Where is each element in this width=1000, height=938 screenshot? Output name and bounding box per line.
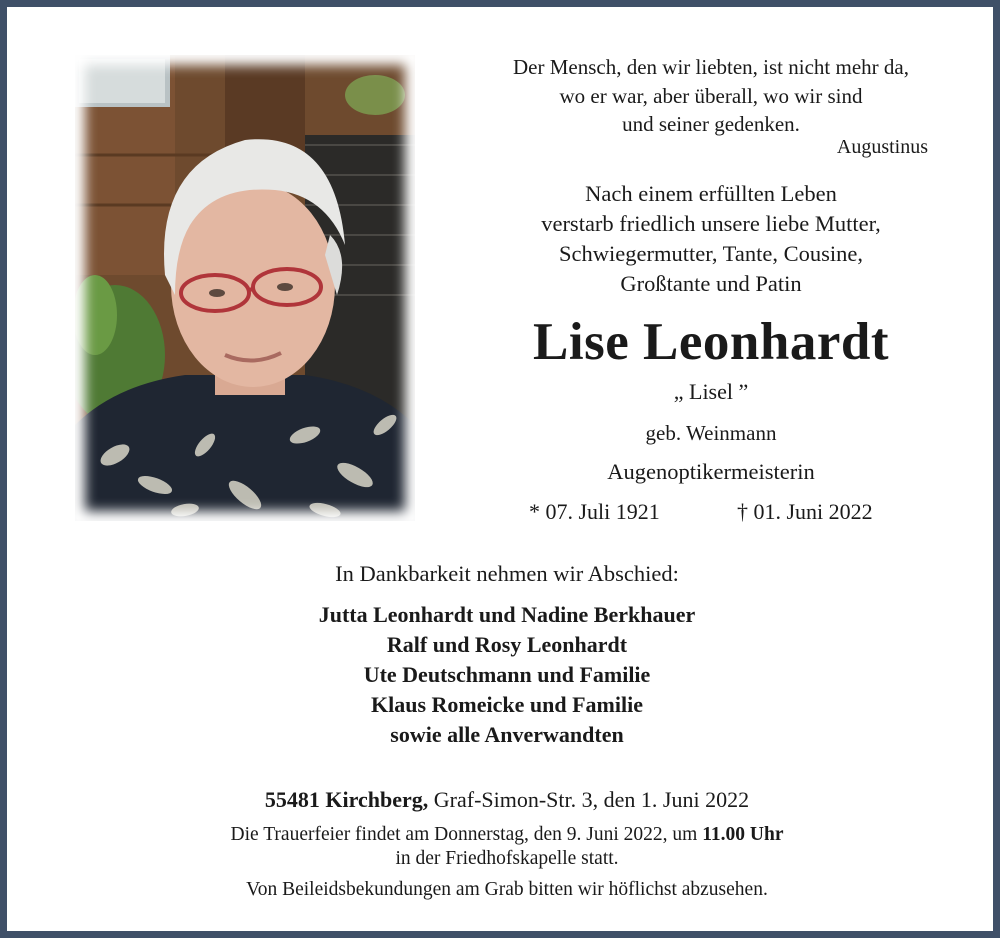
service-line: [7, 823, 1000, 847]
intro-line: Schwiegermutter, Tante, Cousine,: [559, 241, 863, 266]
mourner-entry: Klaus Romeicke und Familie: [371, 692, 643, 717]
quote-author: Augustinus: [836, 136, 928, 158]
deceased-profession: Augenoptikermeisterin: [607, 459, 815, 484]
address-line: [7, 787, 1000, 813]
mourner-entry: sowie alle Anverwandten: [390, 722, 624, 747]
service-text: Die Trauerfeier findet am Donnerstag, den 9. Juni 2022, um: [230, 824, 703, 845]
deceased-maiden-name: geb. Weinmann: [645, 421, 777, 445]
service-time: 11.00 Uhr: [702, 824, 784, 845]
condolence-note: Von Beileidsbekundungen am Grab bitten wir höflichst abzusehen.: [246, 879, 768, 900]
intro-line: verstarb friedlich unsere liebe Mutter,: [541, 211, 881, 236]
address-detail: Graf-Simon-Str. 3, den 1. Juni 2022: [428, 787, 750, 812]
death-date: † 01. Juni 2022: [737, 499, 873, 524]
quote-line: Der Mensch, den wir liebten, ist nicht mehr da,: [513, 55, 909, 79]
quote-line: und seiner gedenken.: [622, 112, 800, 136]
intro-line: Nach einem erfüllten Leben: [585, 181, 837, 206]
deceased-name: Lise Leonhardt: [533, 313, 889, 371]
deceased-nickname: „ Lisel ”: [673, 379, 749, 404]
farewell-heading: In Dankbarkeit nehmen wir Abschied:: [335, 561, 679, 586]
intro-text: [447, 179, 975, 299]
service-location: in der Friedhofskapelle statt.: [395, 848, 619, 869]
intro-line: Großtante und Patin: [620, 271, 802, 296]
quote-block: [447, 53, 975, 139]
service-info: [7, 823, 1000, 871]
mourner-entry: Jutta Leonhardt und Nadine Berkhauer: [318, 602, 696, 627]
mourners-list: [7, 600, 1000, 750]
quote-line: wo er war, aber überall, wo wir sind: [559, 83, 863, 108]
mourner-entry: Ute Deutschmann und Familie: [363, 662, 651, 687]
mourner-entry: Ralf und Rosy Leonhardt: [386, 632, 628, 657]
birth-date: * 07. Juli 1921: [529, 499, 660, 524]
portrait-photo: [75, 55, 415, 521]
address-town: 55481 Kirchberg,: [264, 787, 429, 812]
